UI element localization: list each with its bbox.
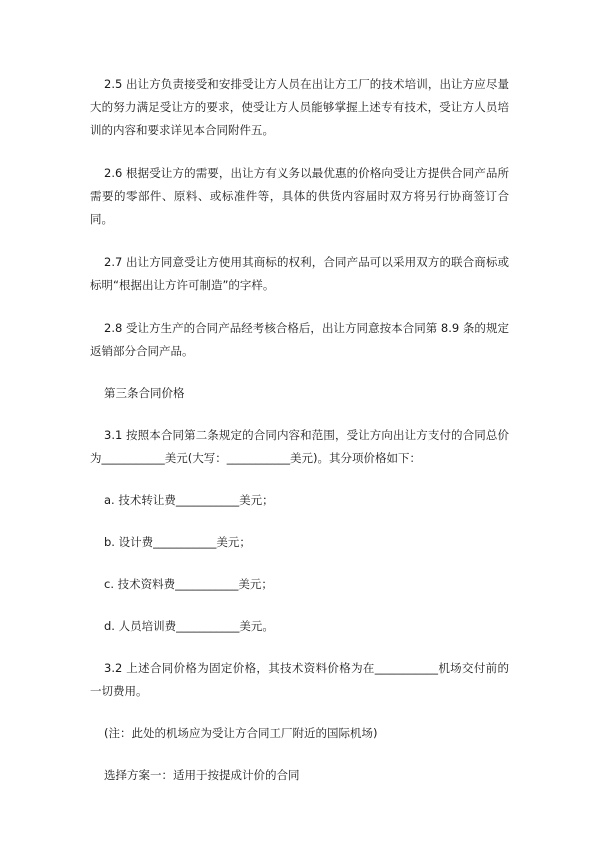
airport-note: (注：此处的机场应为受让方合同工厂附近的国际机场) bbox=[104, 726, 378, 740]
price-item-b: b. 设计费___________美元； bbox=[104, 535, 251, 549]
clause-2-7: 2.7 出让方同意受让方使用其商标的权利，合同产品可以采用双方的联合商标或标明“根据出让方许可制造”的字样。 bbox=[90, 255, 509, 292]
section-3-title: 第三条合同价格 bbox=[104, 386, 185, 400]
option-one: 选择方案一：适用于按提成计价的合同 bbox=[104, 768, 300, 782]
clause-3-2: 3.2 上述合同价格为固定价格，其技术资料价格为在___________机场交付前的一切费用。 bbox=[90, 661, 509, 698]
price-item-a: a. 技术转让费___________美元； bbox=[104, 493, 274, 507]
price-item-c: c. 技术资料费___________美元； bbox=[104, 577, 273, 591]
price-item-d: d. 人员培训费___________美元。 bbox=[104, 619, 274, 633]
clause-2-6: 2.6 根据受让方的需要，出让方有义务以最优惠的价格向受让方提供合同产品所需要的零部件、原料、或标准件等，具体的供货内容届时双方将另行协商签订合同。 bbox=[90, 166, 509, 226]
clause-2-8: 2.8 受让方生产的合同产品经考核合格后，出让方同意按本合同第 8.9 条的规定返销部分合同产品。 bbox=[90, 321, 509, 358]
clause-2-5: 2.5 出让方负责接受和安排受让方人员在出让方工厂的技术培训，出让方应尽量大的努力满足受让方的要求，使受让方人员能够掌握上述专有技术，受让方人员培训的内容和要求详见本合同附件五。 bbox=[90, 77, 509, 137]
clause-3-1: 3.1 按照本合同第二条规定的合同内容和范围，受让方向出让方支付的合同总价为___________美元(大写：___________美元)。其分项价格如下： bbox=[90, 428, 509, 465]
